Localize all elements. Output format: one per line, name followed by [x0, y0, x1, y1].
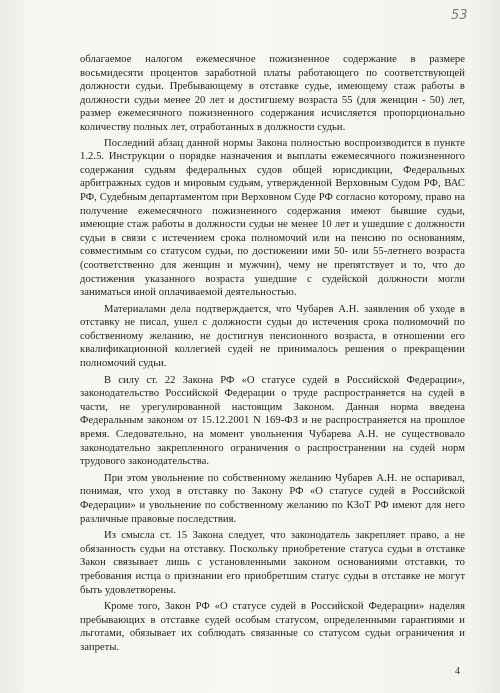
- page-number: 4: [455, 666, 460, 677]
- paragraph-last-clause: Последний абзац данной нормы Закона полностью воспроизводится в пункте 1.2.5. Инструкции о порядке назначения и выплаты ежемесячного пожизненного содержания судьям федеральных судов общей юрисдикции, Федеральных арбитражных судов и мировым судьям, утвержденной Верховным Судом РФ, ВАС РФ, Судебным департаментом при Верховном Суде РФ согласно которому, право на получение ежемесячного пожизненного содержания имеют бывшие судьи, имеющие стаж работы в должности судьи не менее 10 лет и ушедшие с должности судьи в связи с истечением срока полномочий или на пенсию по основаниям, совместимым со статусом судьи, по достижении ими 50- или 55-летнего возраста (соответственно для женщин и мужчин), чему не препятствует и то, что до достижения указанного возраста ушедшие с судейской должности могли заниматься иной оплачиваемой деятельностью.: [80, 137, 465, 299]
- paragraph-article-22: В силу ст. 22 Закона РФ «О статусе судей в Российской Федерации», законодательство Российской Федерации о труде распространяется на судей в части, не урегулированной настоящим Законом. Данная норма введена Федеральным законом от 15.12.2001 N 169-ФЗ и не распространяется на прошлое время. Следовательно, на момент увольнения Чубарева А.Н. не существовало законодательно закрепленного ограничения о распространении на судей норм трудового законодательства.: [80, 374, 465, 468]
- paragraph-case-materials: Материалами дела подтверждается, что Чубарев А.Н. заявления об уходе в отставку не писал, ушел с должности судьи до истечения срока полномочий по собственному желанию, не достигнув пенсионного возраста, в отношении его квалификационной коллегией судей не принималось решения о прекращении полномочий судьи.: [80, 303, 465, 370]
- paragraph-resignation: При этом увольнение по собственному желанию Чубарев А.Н. не оспаривал, понимая, что уход в отставку по Закону РФ «О статусе судей в Российской Федерации» и увольнение по собственному желанию по КЗоТ РФ имеют для него различные правовые последствия.: [80, 472, 465, 525]
- paragraph-continuation: облагаемое налогом ежемесячное пожизненное содержание в размере восьмидесяти процентов заработной платы работающего по соответствующей должности судьи. Пребывающему в отставке судье, имеющему стаж работы в должности судьи менее 20 лет и достигшему возраста 55 (для женщин - 50) лет, размер ежемесячного пожизненного содержания исчисляется пропорционально количеству полных лет, отработанных в должности судьи.: [80, 54, 465, 133]
- handwritten-page-mark: 53: [451, 8, 468, 23]
- paragraph-law-obligations: Кроме того, Закон РФ «О статусе судей в Российской Федерации» наделяя пребывающих в отставке судей особым статусом, определенными гарантиями и льготами, обязывает их соблюдать связанные со статусом судьи ограничения и запреты.: [80, 601, 465, 653]
- document-body: [80, 53, 465, 657]
- paragraph-article-15: Из смысла ст. 15 Закона следует, что законодатель закрепляет право, а не обязанность судьи на отставку. Поскольку приобретение статуса судьи в отставке Закон связывает лишь с установленными законом основаниями отставки, то требования истца о признании его приобретшим статус судьи в отставке не могут быть удовлетворены.: [80, 530, 465, 596]
